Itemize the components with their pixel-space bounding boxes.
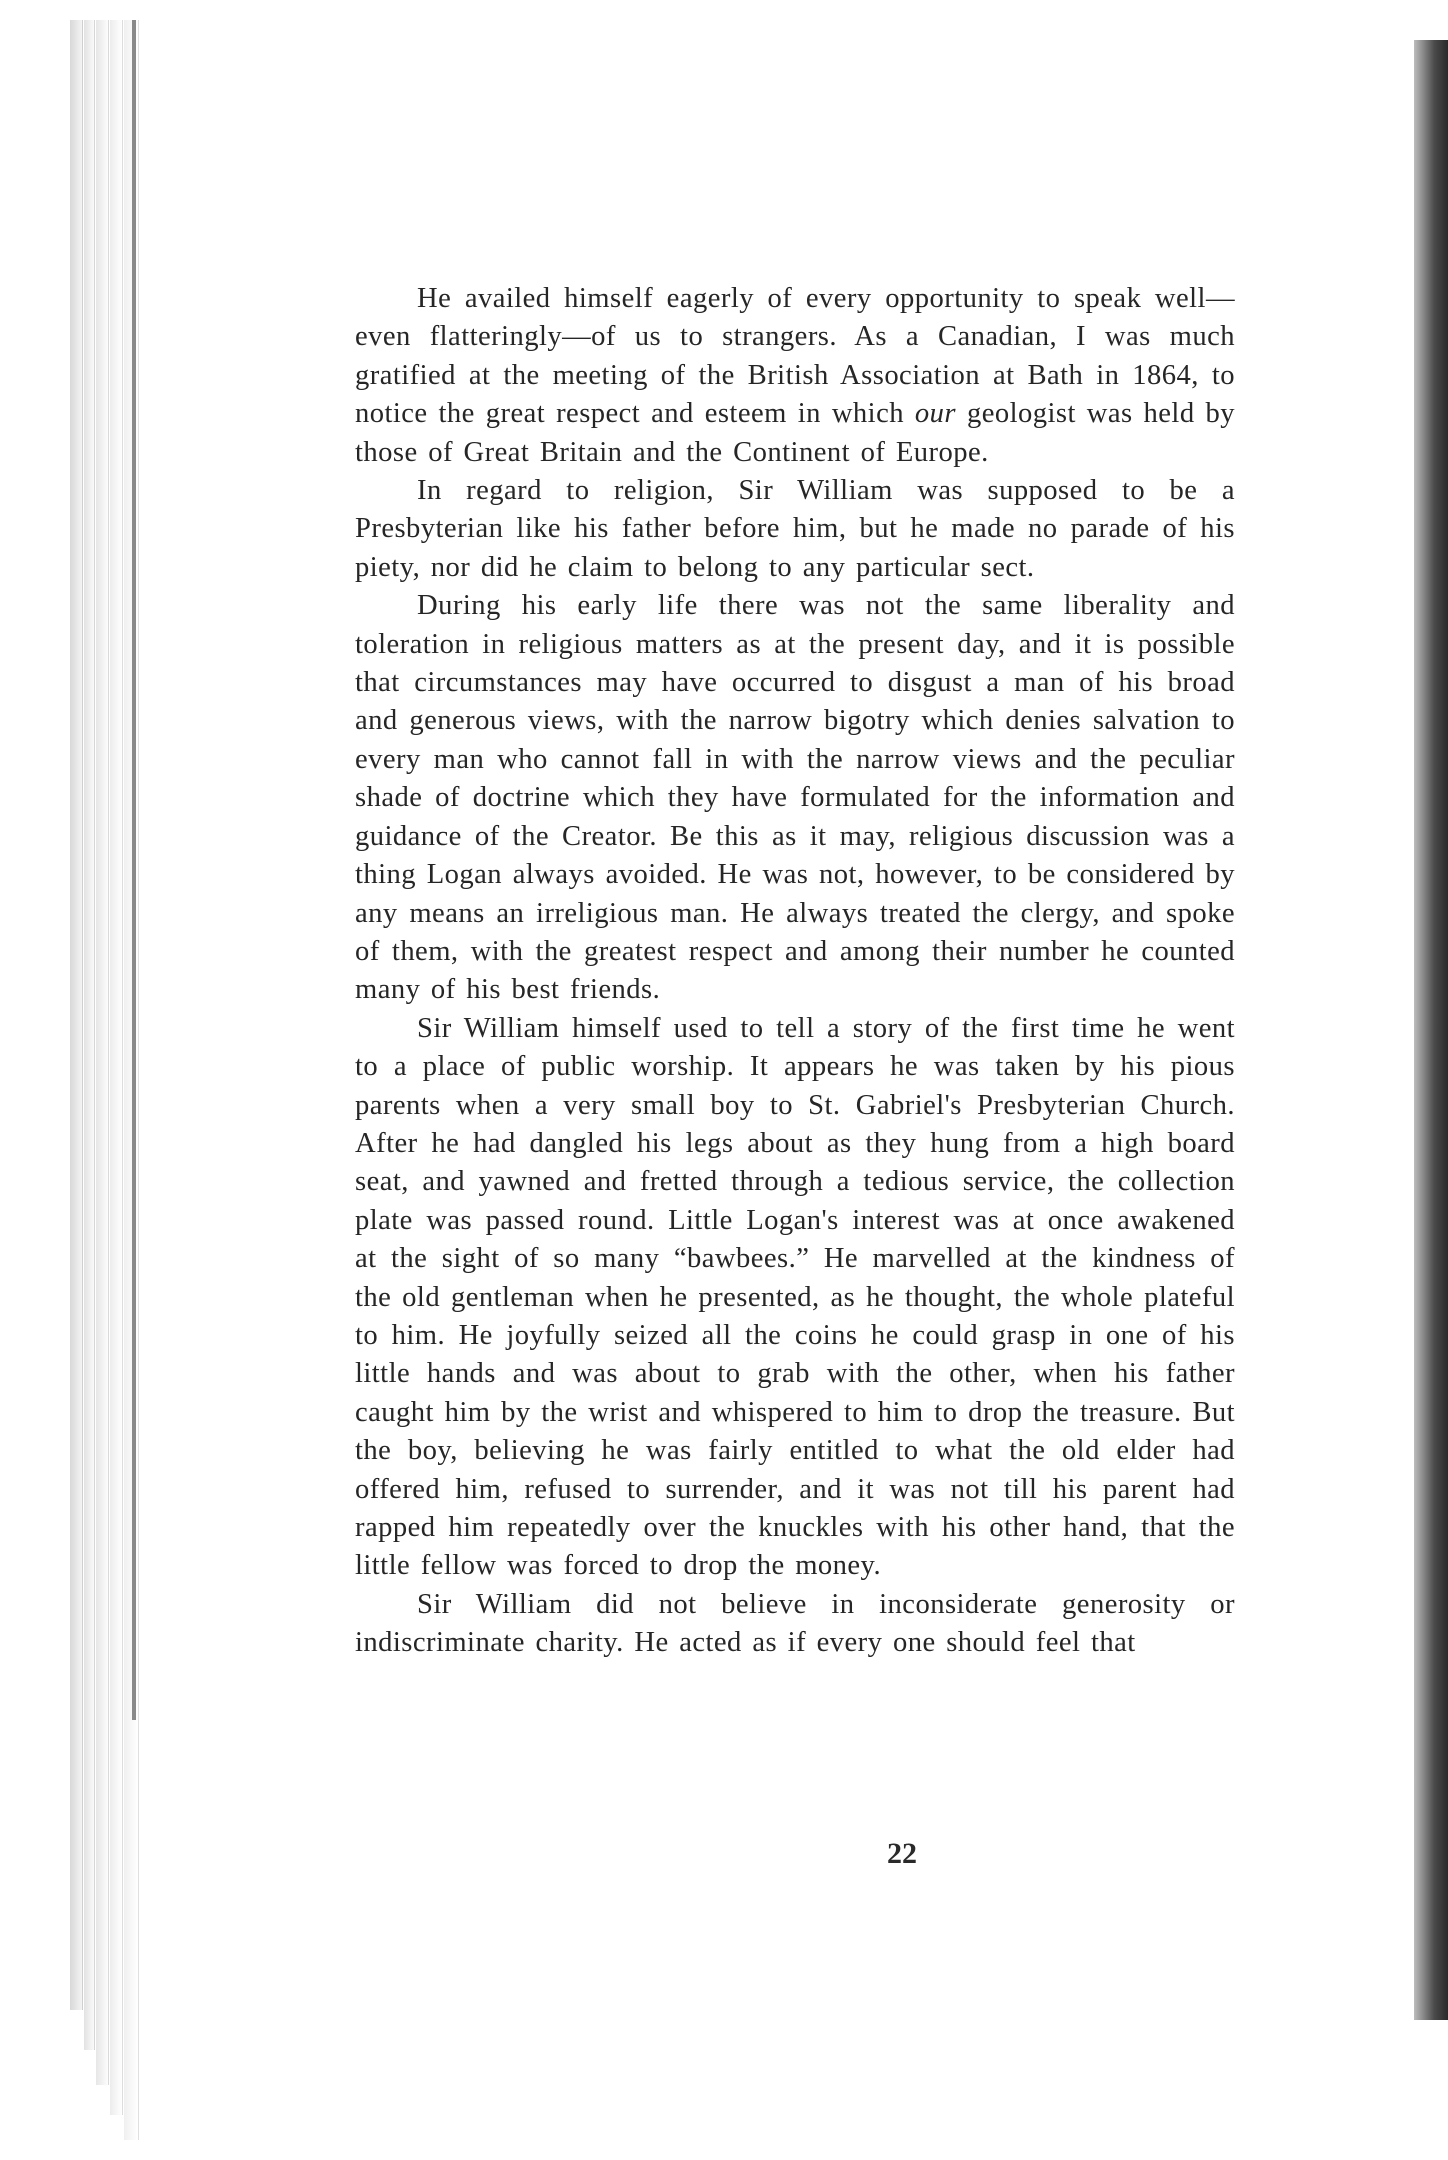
paragraph-1-text-before: He availed himself eagerly of every opportunity to speak well—even flatteringly—of us to strangers. As a Canadian, I was much gratified at the meeting of the British Association at Bath in 1864, to notice the great respect and esteem in which (355, 283, 1235, 430)
right-shadow (1414, 40, 1448, 2020)
page-edge (84, 20, 95, 2050)
paragraph-1-text-after: geologist was held by those of Great Britain and the Continent of Europe. (355, 398, 1236, 468)
paragraph-1 (355, 280, 1235, 472)
paragraph-5: Sir William did not believe in inconsiderate generosity or indiscriminate charity. He acted as if every one should feel that (355, 1588, 1235, 1659)
paragraph-1-italic: our (914, 398, 956, 430)
page-edge (96, 20, 109, 2085)
paragraph-2: In regard to religion, Sir William was supposed to be a Presbyterian like his father before him, but he made no parade of his piety, nor did he claim to belong to any particular sect. (355, 475, 1235, 583)
page-edge (110, 20, 123, 2115)
paragraph-3: During his early life there was not the same liberality and toleration in religious matters as at the present day, and it is possible that circumstances may have occurred to disgust a man of his broad and generous views, with the narrow bigotry which denies salvation to every man who cannot fall in with the narrow views and the peculiar shade of doctrine which they have formulated for the information and guidance of the Creator. Be this as it may, religious discussion was a thing Logan always avoided. He was not, however, to be considered by any means an irreligious man. He always treated the clergy, and spoke of them, with the greatest respect and among their number he counted many of his best friends. (355, 590, 1235, 1006)
page-number: 22 (887, 1837, 917, 1870)
page-edge (70, 20, 83, 2010)
body-text (355, 280, 1235, 1663)
page-sheet (140, 25, 1414, 2140)
binding-line (132, 20, 136, 1720)
paragraph-4: Sir William himself used to tell a story of the first time he went to a place of public worship. It appears he was taken by his pious parents when a very small boy to St. Gabriel's Presbyterian Church. After he had dangled his legs about as they hung from a high board seat, and yawned and fretted through a tedious service, the collection plate was passed round. Little Logan's interest was at once awakened at the sight of so many “bawbees.” He marvelled at the kindness of the old gentleman when he presented, as he thought, the whole plateful to him. He joyfully seized all the coins he could grasp in one of his little hands and was about to grab with the other, when his father caught him by the wrist and whispered to him to drop the treasure. But the boy, believing he was fairly entitled to what the old elder had offered him, refused to surrender, and it was not till his parent had rapped him repeatedly over the knuckles with his other hand, that the little fellow was forced to drop the money. (355, 1012, 1235, 1582)
